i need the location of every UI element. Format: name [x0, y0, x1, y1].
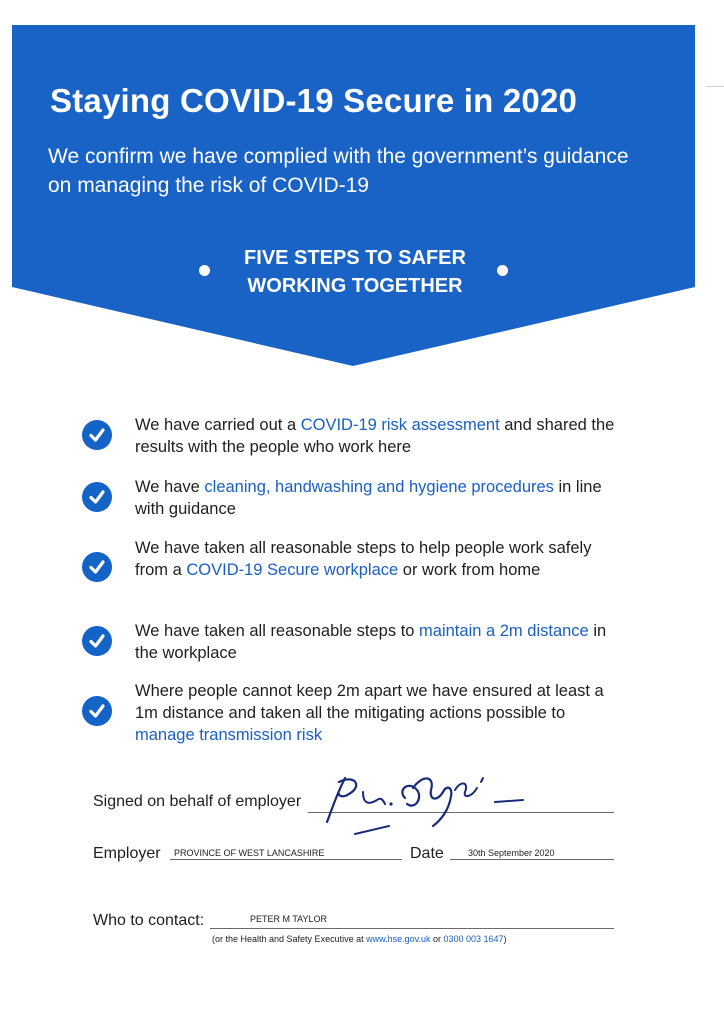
step-link[interactable]: COVID-19 Secure workplace	[186, 561, 399, 579]
contact-label: Who to contact:	[93, 912, 205, 929]
step-link[interactable]: maintain a 2m distance	[419, 622, 589, 640]
step-text: and shared the results with the people who work here	[135, 416, 615, 456]
checkmark-icon	[82, 696, 112, 726]
checkmark-icon	[82, 420, 112, 450]
step-5-text	[135, 680, 615, 746]
note-text: (or the Health and Safety Executive at	[212, 934, 367, 944]
date-value: 30th September 2020	[468, 848, 555, 858]
employer-value: PROVINCE OF WEST LANCASHIRE	[174, 848, 325, 858]
employer-label: Employer	[93, 845, 161, 862]
employer-line	[170, 859, 402, 860]
step-2-text	[135, 476, 615, 520]
page-title: Staying COVID-19 Secure in 2020	[50, 82, 578, 119]
steps-heading-line1: FIVE STEPS TO SAFER	[244, 247, 466, 269]
header-banner	[0, 0, 724, 380]
step-link[interactable]: manage transmission risk	[135, 726, 323, 744]
checkmark-icon	[82, 626, 112, 656]
contact-line	[210, 928, 614, 929]
checkmark-icon	[82, 482, 112, 512]
step-text: We have carried out a	[135, 416, 301, 434]
step-text: Where people cannot keep 2m apart we have ensured at least a 1m distance and taken all the mitigating actions possible to	[135, 682, 604, 722]
page-subtitle: We confirm we have complied with the government’s guidance on managing the risk of COVID-19	[48, 145, 629, 197]
step-text: or work from home	[398, 561, 541, 579]
edge-divider	[706, 86, 724, 87]
step-text: We have	[135, 478, 205, 496]
checkmark-icon	[82, 552, 112, 582]
steps-heading	[205, 244, 505, 300]
signature-image	[305, 770, 555, 840]
step-text: We have taken all reasonable steps to	[135, 622, 420, 640]
step-1-text	[135, 414, 615, 458]
hse-phone-link[interactable]: 0300 003 1647	[443, 934, 504, 944]
step-link[interactable]: COVID-19 risk assessment	[300, 416, 500, 434]
bullet-dot-icon	[497, 265, 508, 276]
date-line	[450, 859, 614, 860]
hse-website-link[interactable]: www.hse.gov.uk	[366, 934, 431, 944]
note-text: or	[430, 934, 444, 944]
step-text: in line with guidance	[135, 478, 602, 518]
contact-value: PETER M TAYLOR	[250, 914, 328, 924]
date-label: Date	[410, 845, 444, 862]
steps-heading-line2: WORKING TOGETHER	[247, 275, 463, 297]
step-text: in the workplace	[135, 622, 607, 662]
hse-note	[212, 934, 507, 944]
signed-label: Signed on behalf of employer	[93, 793, 302, 810]
step-3-text	[135, 537, 615, 581]
step-link[interactable]: cleaning, handwashing and hygiene procedures	[204, 478, 554, 496]
step-4-text	[135, 620, 615, 664]
note-text: )	[503, 934, 507, 944]
step-text: We have taken all reasonable steps to help people work safely from a	[135, 539, 592, 579]
